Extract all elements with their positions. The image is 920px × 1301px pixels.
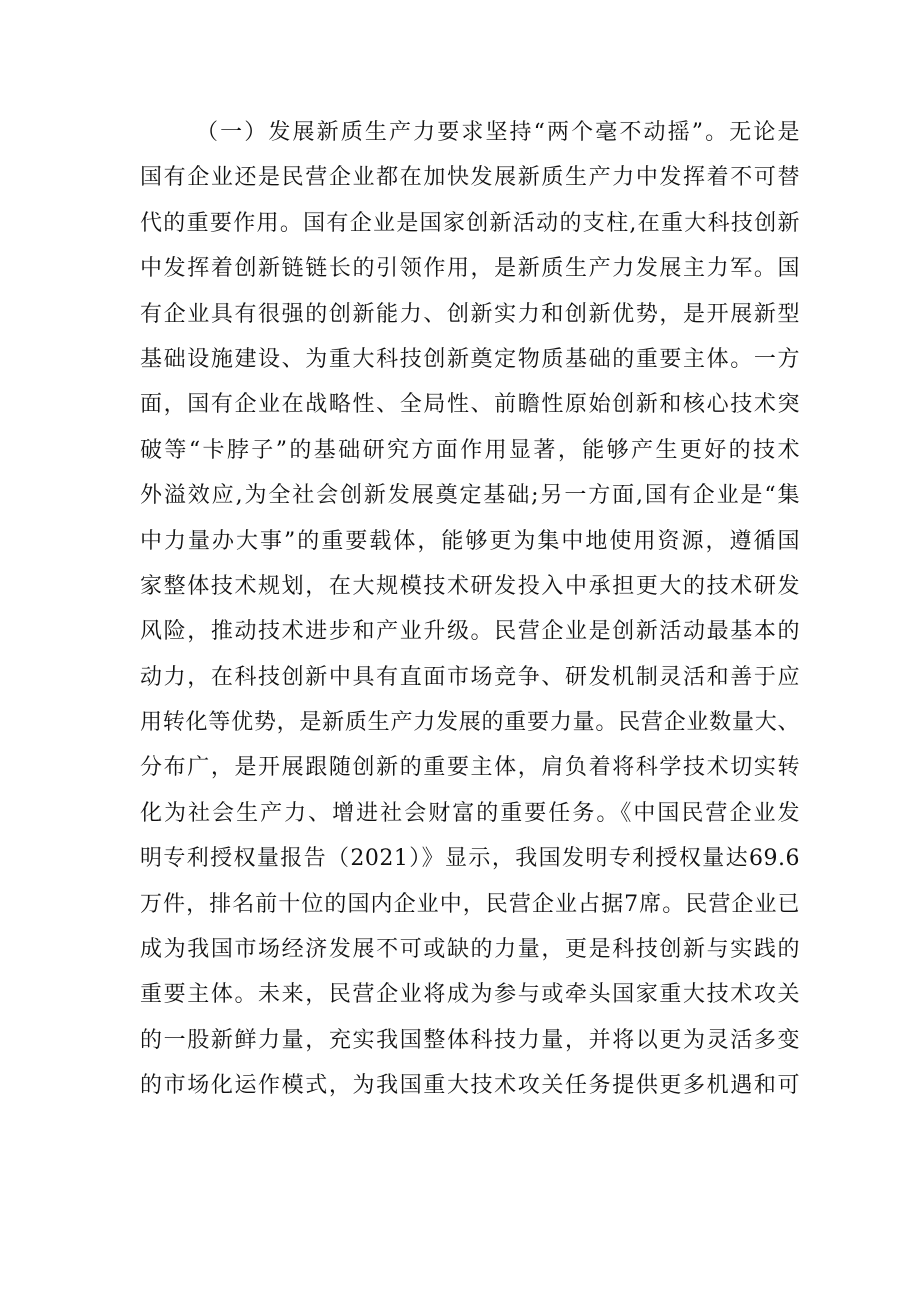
text-line: 中力量办大事”的重要载体，能够更为集中地使用资源，遵循国 — [140, 528, 800, 554]
text-line: 国有企业还是民营企业都在加快发展新质生产力中发挥着不可替 — [140, 165, 800, 191]
text-line: 家整体技术规划，在大规模技术研发投入中承担更大的技术研发 — [140, 573, 800, 599]
text-line: 的市场化运作模式，为我国重大技术攻关任务提供更多机遇和可 — [140, 1073, 800, 1099]
text-line: 中发挥着创新链链长的引领作用，是新质生产力发展主力军。国 — [140, 256, 800, 282]
text-line: 分布广，是开展跟随创新的重要主体，肩负着将科学技术切实转 — [140, 755, 800, 781]
text-line: 破等“卡脖子”的基础研究方面作用显著，能够产生更好的技术 — [140, 437, 800, 463]
text-line: 基础设施建设、为重大科技创新奠定物质基础的重要主体。一方 — [140, 346, 800, 372]
text-line: 用转化等优势，是新质生产力发展的重要力量。民营企业数量大、 — [140, 710, 800, 736]
text-line: 重要主体。未来，民营企业将成为参与或牵头国家重大技术攻关 — [140, 982, 800, 1008]
body-paragraph — [140, 110, 800, 1109]
text-line: 成为我国市场经济发展不可或缺的力量，更是科技创新与实践的 — [140, 937, 800, 963]
text-line: 化为社会生产力、增进社会财富的重要任务。《中国民营企业发 — [140, 800, 800, 826]
text-line: 风险，推动技术进步和产业升级。民营企业是创新活动最基本的 — [140, 619, 800, 645]
text-line: 外溢效应,为全社会创新发展奠定基础;另一方面,国有企业是“集 — [140, 483, 800, 509]
text-line: （一）发展新质生产力要求坚持“两个毫不动摇”。无论是 — [196, 120, 800, 145]
text-line: 动力，在科技创新中具有直面市场竞争、研发机制灵活和善于应 — [140, 664, 800, 690]
text-line: 明专利授权量报告（2021）》显示，我国发明专利授权量达69.6 — [140, 846, 800, 872]
text-line: 有企业具有很强的创新能力、创新实力和创新优势，是开展新型 — [140, 301, 800, 327]
text-line: 面，国有企业在战略性、全局性、前瞻性原始创新和核心技术突 — [140, 392, 800, 418]
text-line: 万件，排名前十位的国内企业中，民营企业占据7席。民营企业已 — [140, 891, 800, 917]
text-line: 的一股新鲜力量，充实我国整体科技力量，并将以更为灵活多变 — [140, 1027, 800, 1053]
text-line: 代的重要作用。国有企业是国家创新活动的支柱,在重大科技创新 — [140, 210, 800, 236]
